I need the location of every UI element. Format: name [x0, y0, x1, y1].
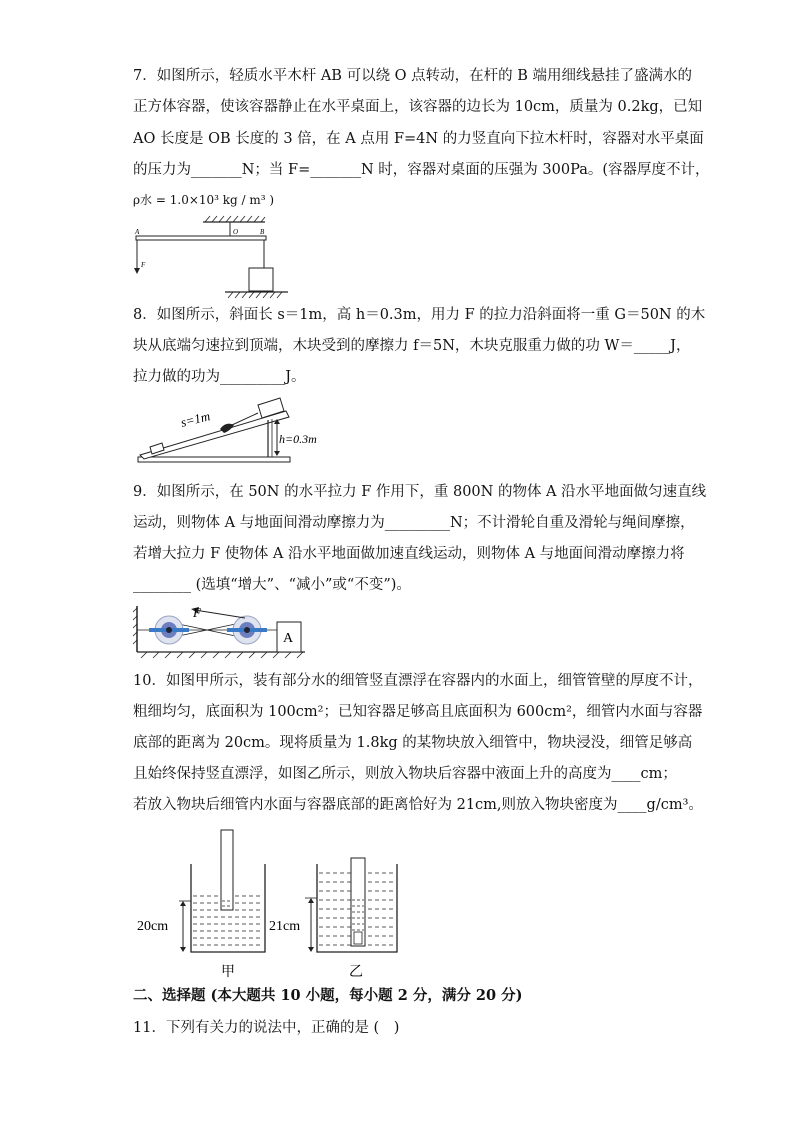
q7-line-3: AO 长度是 OB 长度的 3 倍，在 A 点用 F=4N 的力竖直向下拉木杆时，容器对水平桌面	[133, 131, 704, 147]
q10-line-5: 若放入物块后细管内水面与容器底部的距离恰好为 21cm,则放入物块密度为____g/cm³。	[133, 797, 703, 813]
lever-label-f: F	[141, 261, 146, 269]
q7-line-1: 7．如图所示，轻质水平木杆 AB 可以绕 O 点转动，在杆的 B 端用细线悬挂了盛满水的	[133, 68, 693, 84]
incline-figure	[136, 395, 317, 467]
q8-line-1: 8．如图所示，斜面长 s＝1m，高 h＝0.3m，用力 F 的拉力沿斜面将一重 G＝50N 的木	[133, 307, 706, 323]
pulley-label-a: A	[283, 631, 294, 646]
q8-line-3: 拉力做的功为_________J。	[133, 369, 306, 385]
lever-label-b: B	[260, 228, 265, 236]
section-title: 二、选择题 (本大题共 10 小题，每小题 2 分，满分 20 分)	[133, 987, 523, 1004]
q7-line-2: 正方体容器，使该容器静止在水平桌面上，该容器的边长为 10cm，质量为 0.2kg，已知	[133, 99, 703, 115]
tube-caption-yi: 乙	[349, 965, 363, 980]
pulley-label-f: F	[193, 605, 201, 620]
q9-line-3: 若增大拉力 F 使物体 A 沿水平地面做加速直线运动，则物体 A 与地面间滑动摩擦力将	[133, 546, 685, 562]
q9-line-1: 9．如图所示，在 50N 的水平拉力 F 作用下，重 800N 的物体 A 沿水平地面做匀速直线	[133, 484, 707, 500]
tube-caption-jia: 甲	[221, 965, 235, 980]
q10-line-2: 粗细均匀，底面积为 100cm²；已知容器足够高且底面积为 600cm²，细管内水面与容器	[133, 704, 703, 720]
tube-label-21cm: 21cm	[269, 919, 301, 934]
tube-figure	[135, 828, 405, 980]
q10-line-4: 且始终保持竖直漂浮，如图乙所示，则放入物块后容器中液面上升的高度为____cm；	[133, 766, 677, 782]
incline-label-h: h=0.3m	[279, 432, 317, 446]
q7-line-4: 的压力为_______N；当 F=_______N 时，容器对桌面的压强为 300Pa。(容器厚度不计，	[133, 162, 710, 178]
tube-label-20cm: 20cm	[137, 919, 169, 934]
lever-label-a: A	[135, 228, 140, 236]
q11-text: 11．下列有关力的说法中，正确的是 ( )	[133, 1020, 400, 1036]
q8-line-2: 块从底端匀速拉到顶端，木块受到的摩擦力 f＝5N，木块克服重力做的功 W＝_____J，	[133, 338, 691, 354]
lever-figure	[133, 214, 293, 300]
q10-line-1: 10．如图甲所示，装有部分水的细管竖直漂浮在容器内的水面上，细管管壁的厚度不计，	[133, 673, 703, 689]
q7-line-5: ρ水 = 1.0×10³ kg / m³ )	[133, 193, 275, 207]
pulley-figure	[133, 600, 308, 660]
q10-line-3: 底部的距离为 20cm。现将质量为 1.8kg 的某物块放入细管中，物块浸没，细管足够高	[133, 735, 693, 751]
incline-label-s: s=1m	[179, 408, 212, 430]
lever-label-o: O	[233, 228, 239, 236]
q9-line-4: ________ (选填“增大”、“减小”或“不变”)。	[133, 577, 411, 593]
q9-line-2: 运动，则物体 A 与地面间滑动摩擦力为_________N；不计滑轮自重及滑轮与绳间摩擦，	[133, 515, 695, 531]
